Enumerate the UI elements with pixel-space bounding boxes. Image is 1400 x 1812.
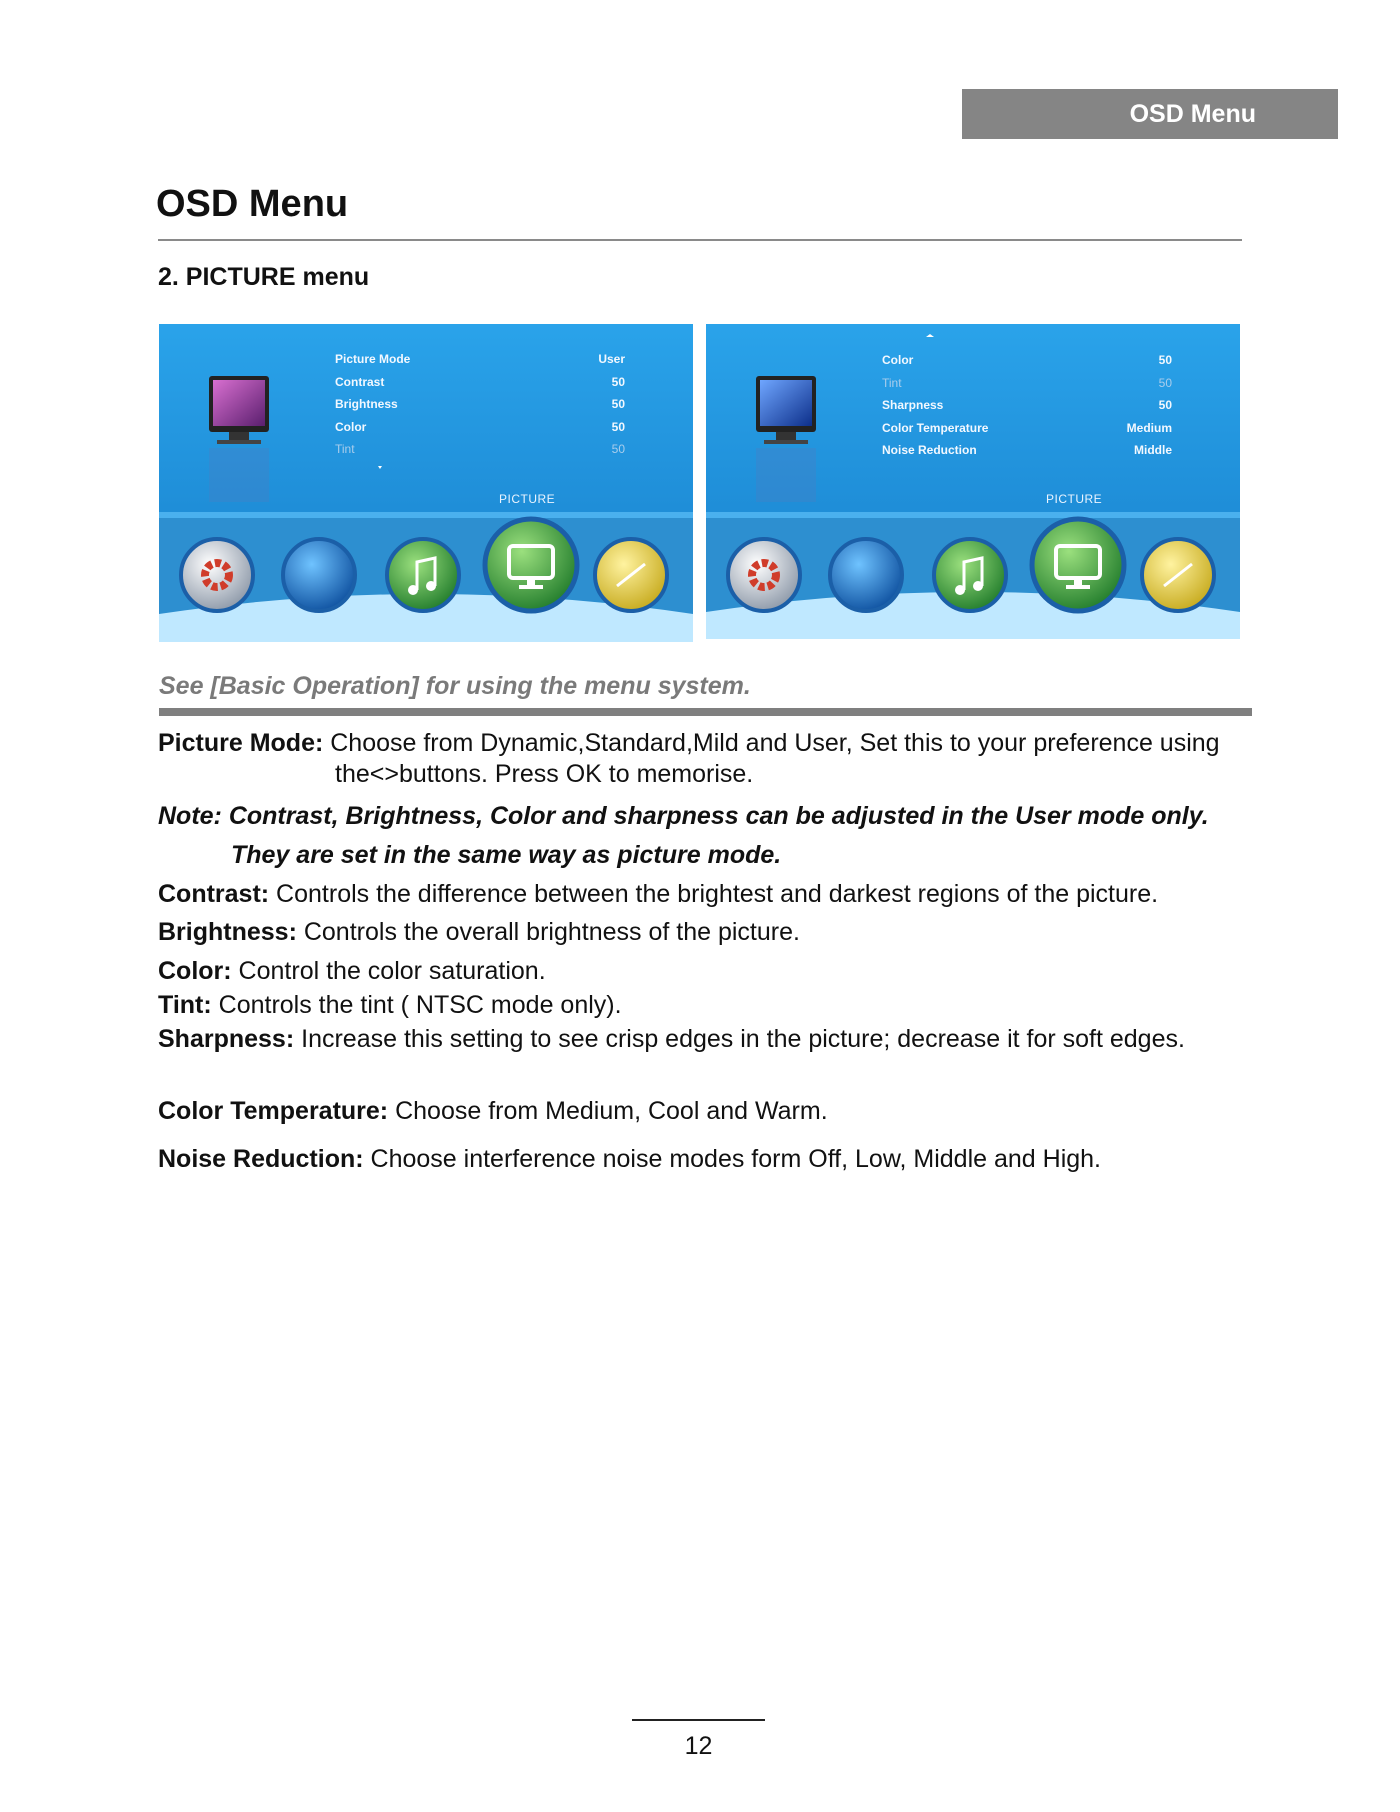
clock-icon (1142, 539, 1214, 611)
osd-screenshot-1 (159, 324, 693, 642)
osd-item-value: 50 (611, 442, 625, 456)
osd-item-label: Color (335, 419, 367, 434)
term-text: Control the color saturation. (231, 957, 546, 985)
contrast-description (158, 880, 1158, 909)
page-number: 12 (684, 1732, 713, 1760)
title-divider (158, 239, 1242, 241)
osd-item-value: 50 (611, 419, 625, 434)
globe-icon (830, 539, 902, 611)
term-label: Color Temperature: (158, 1097, 389, 1125)
term-label: Sharpness: (158, 1025, 295, 1053)
header-tab (962, 89, 1338, 139)
osd-menu-item (882, 372, 1172, 395)
footer-divider (632, 1719, 765, 1721)
osd-item-label: Tint (882, 375, 902, 390)
term-text: Controls the tint ( NTSC mode only). (211, 991, 622, 1019)
osd-item-label: Contrast (335, 374, 385, 389)
osd-item-value: 50 (1158, 398, 1172, 412)
osd-menu-item (882, 417, 1172, 440)
globe-icon (283, 539, 355, 611)
osd-menu-list (335, 348, 625, 461)
osd-item-value: 50 (1158, 375, 1172, 390)
osd-item-value: 50 (611, 374, 625, 389)
osd-item-label: Sharpness (882, 398, 944, 412)
term-label: Contrast: (158, 880, 270, 908)
color-description (158, 957, 546, 986)
user-mode-note-cont: They are set in the same way as picture mode. (231, 841, 782, 869)
page-title: OSD Menu (156, 183, 349, 225)
osd-item-value: 50 (1158, 353, 1172, 367)
music-note-icon (934, 539, 1006, 611)
osd-menu-item (335, 348, 625, 371)
osd-item-label: Color (882, 353, 914, 367)
section-heading: 2. PICTURE menu (158, 263, 370, 291)
term-text: Choose from Dynamic,Standard,Mild and User, Set this to your preference using (323, 729, 1220, 757)
picture-mode-description (158, 729, 1220, 758)
user-mode-note: Note: Contrast, Brightness, Color and sharpness can be adjusted in the User mode only. (158, 802, 1209, 830)
sharpness-description (158, 1025, 1185, 1054)
term-text: Increase this setting to see crisp edges in the picture; decrease it for soft edges. (294, 1025, 1185, 1053)
osd-item-value: Medium (1126, 420, 1172, 435)
osd-item-value: User (598, 352, 625, 366)
music-note-icon (387, 539, 459, 611)
osd-menu-item (882, 349, 1172, 372)
osd-item-label: Tint (335, 442, 355, 456)
monitor-icon (1032, 519, 1124, 611)
osd-item-value: Middle (1134, 443, 1172, 457)
term-label: Noise Reduction: (158, 1145, 364, 1173)
osd-item-label: Picture Mode (335, 352, 411, 366)
term-label: Color: (158, 957, 232, 985)
brightness-description (158, 918, 800, 947)
osd-item-label: Noise Reduction (882, 443, 977, 457)
osd-item-label: Brightness (335, 397, 398, 411)
term-text: Choose from Medium, Cool and Warm. (388, 1097, 828, 1125)
osd-menu-item (882, 394, 1172, 417)
osd-item-value: 50 (611, 397, 625, 411)
osd-menu-item (335, 416, 625, 439)
term-text: Controls the difference between the brightest and darkest regions of the picture. (269, 880, 1159, 908)
osd-menu-item (335, 438, 625, 461)
osd-menu-list (882, 349, 1172, 462)
osd-menu-item (335, 371, 625, 394)
gear-icon (181, 539, 253, 611)
picture-mode-description-cont: the<>buttons. Press OK to memorise. (335, 760, 754, 788)
osd-menu-item (882, 439, 1172, 462)
term-text: Controls the overall brightness of the picture. (296, 918, 800, 946)
see-basic-operation-note: See [Basic Operation] for using the menu system. (159, 672, 751, 700)
osd-menu-item (335, 393, 625, 416)
clock-icon (595, 539, 667, 611)
color-temperature-description (158, 1097, 828, 1126)
header-tab-label: OSD Menu (1129, 99, 1256, 128)
monitor-icon (485, 519, 577, 611)
term-text: Choose interference noise modes form Off, Low, Middle and High. (363, 1145, 1102, 1173)
term-label: Picture Mode: (158, 729, 324, 757)
noise-reduction-description (158, 1145, 1101, 1174)
osd-menu-label: PICTURE (1046, 492, 1103, 506)
osd-menu-label: PICTURE (499, 492, 556, 506)
term-label: Tint: (158, 991, 212, 1019)
osd-item-label: Color Temperature (882, 420, 989, 435)
gear-icon (728, 539, 800, 611)
osd-screenshot-2 (706, 324, 1240, 639)
term-label: Brightness: (158, 918, 297, 946)
tint-description (158, 991, 622, 1020)
note-divider (159, 708, 1252, 716)
